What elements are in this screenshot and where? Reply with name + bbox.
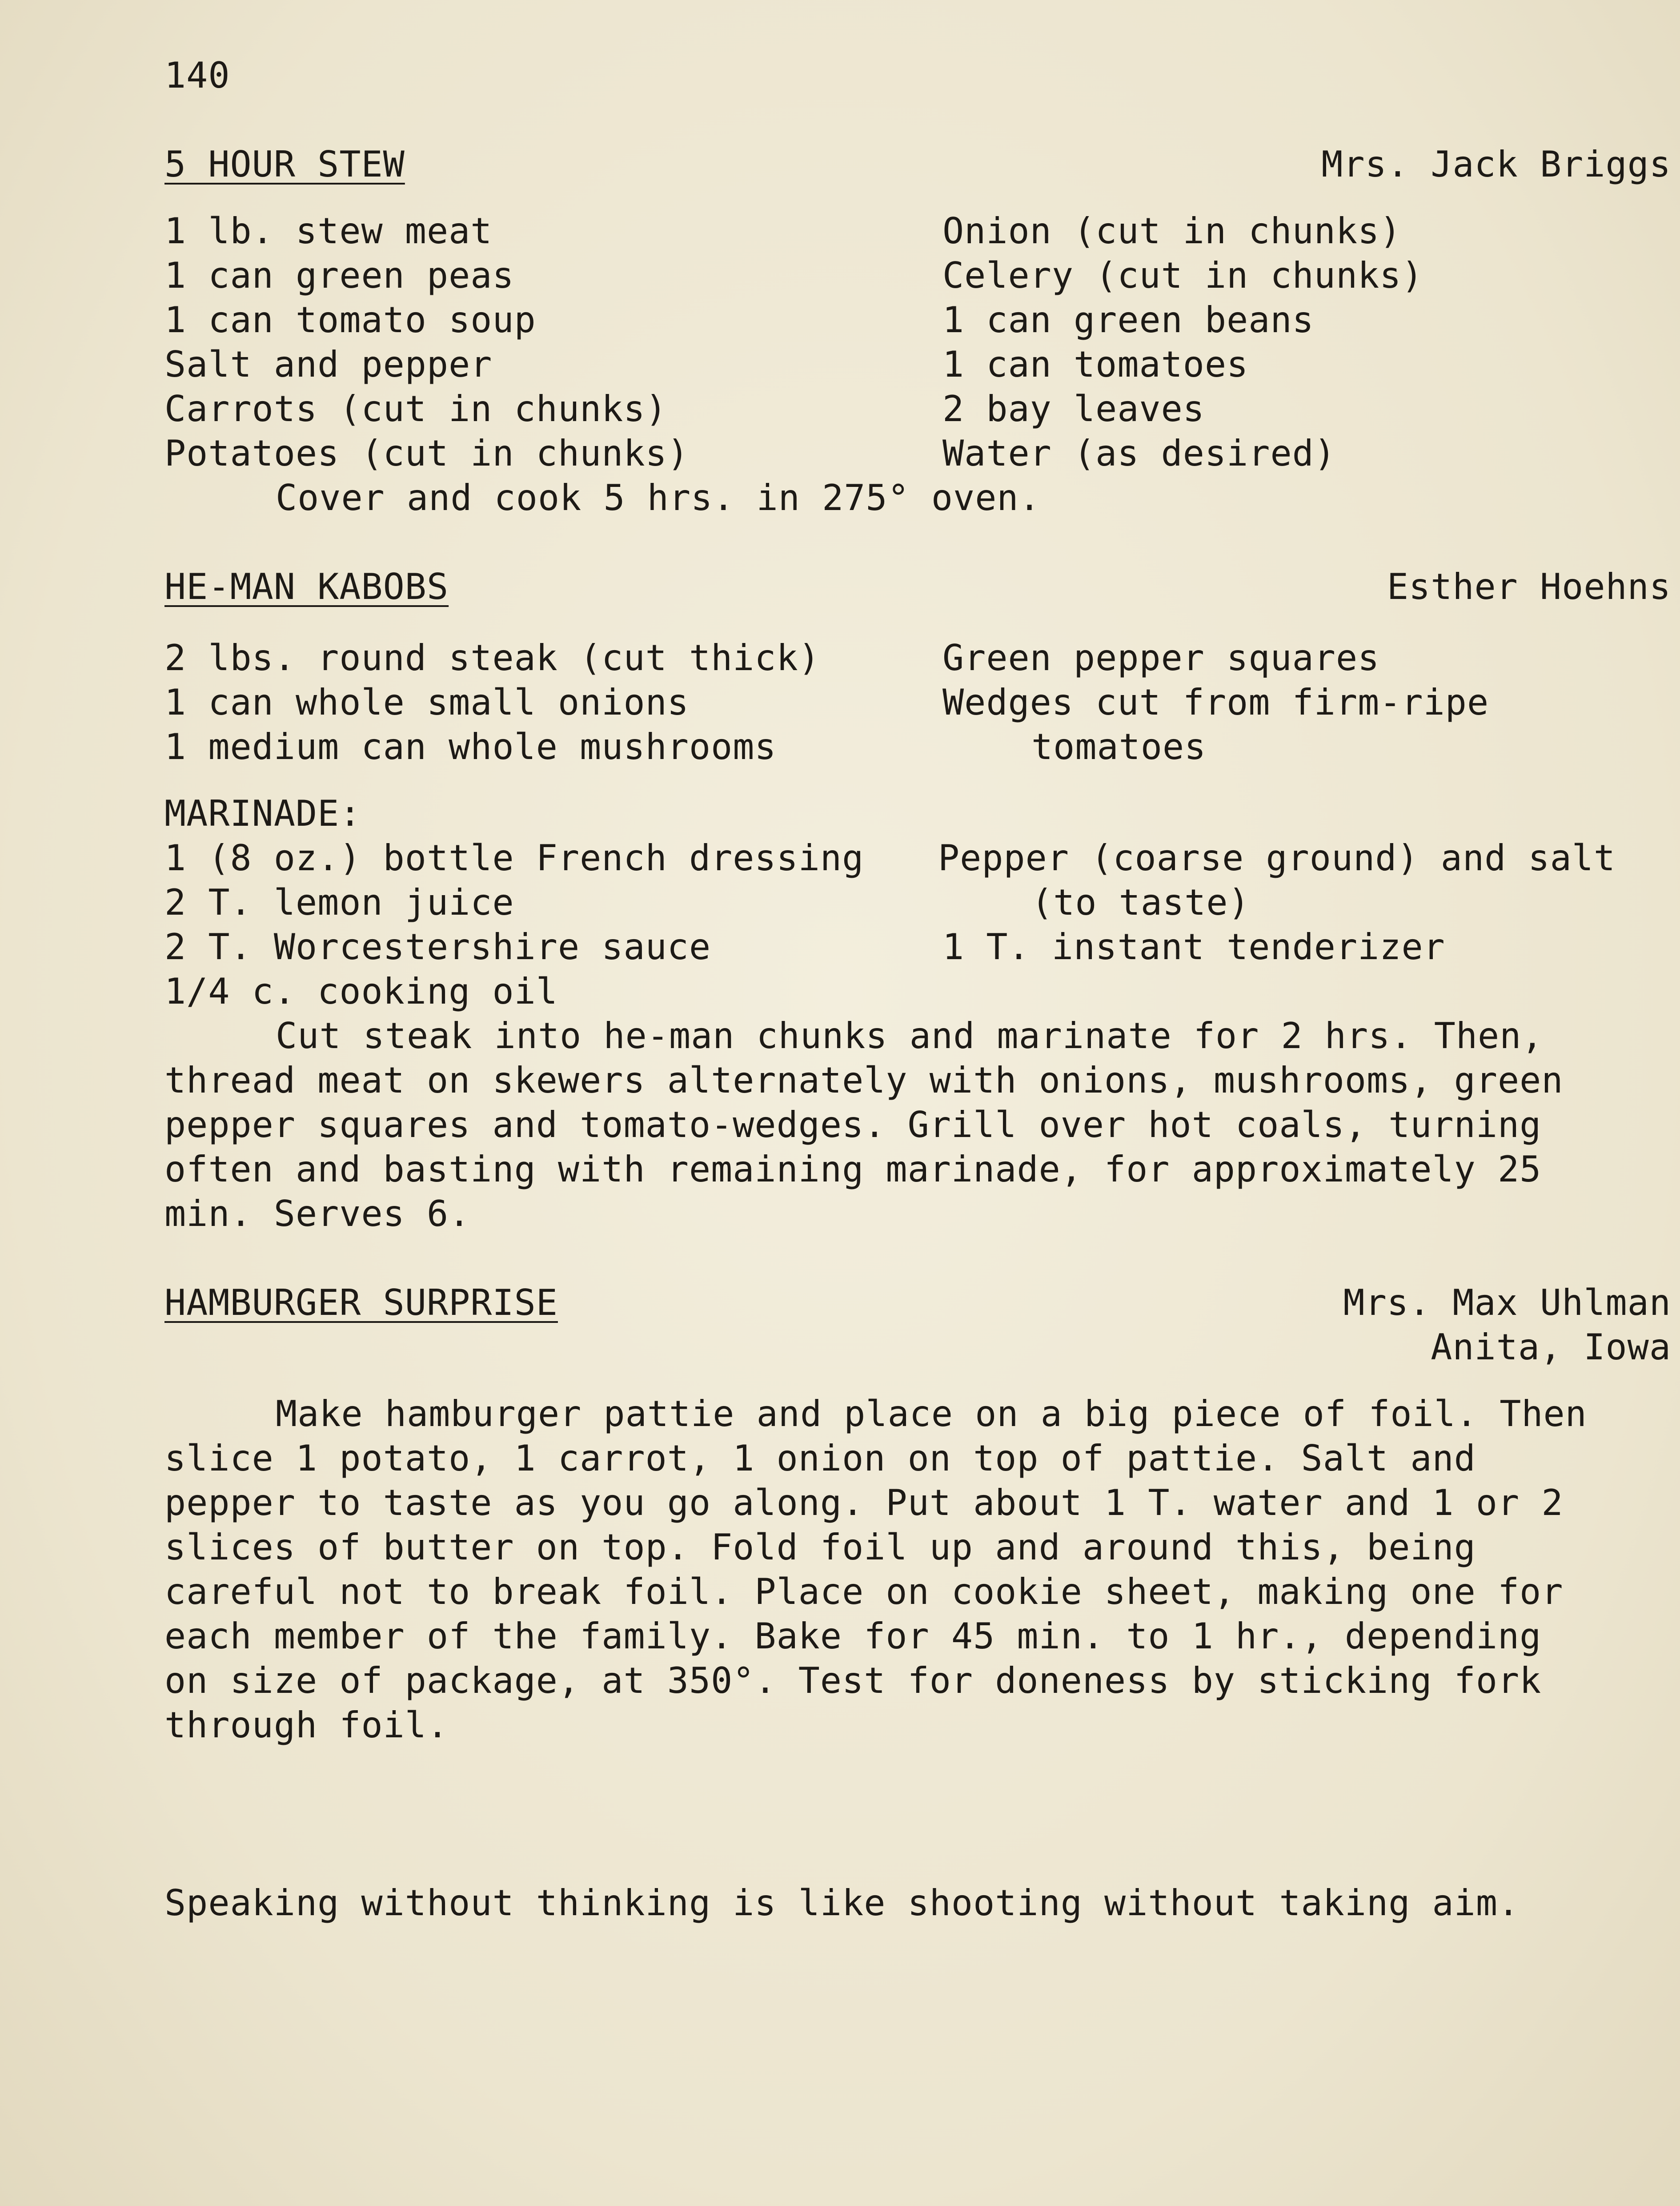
ingredient: 1 lb. stew meat (164, 210, 493, 252)
page-number: 140 (164, 55, 230, 96)
ingredient: tomatoes (1031, 726, 1207, 767)
recipe-title: 5 HOUR STEW (164, 144, 405, 185)
marinade-ingredient: (to taste) (1031, 882, 1250, 923)
ingredient: 1 can tomatoes (942, 344, 1249, 385)
recipe-title: HE-MAN KABOBS (164, 566, 449, 607)
marinade-ingredient: 2 T. lemon juice (164, 882, 514, 923)
recipe-author: Esther Hoehns (1387, 566, 1671, 607)
ingredient: Green pepper squares (942, 637, 1380, 679)
recipe-author-location: Anita, Iowa (1431, 1326, 1671, 1368)
ingredient: 1 can green beans (942, 299, 1314, 341)
recipe-instructions: Cut steak into he-man chunks and marinate for 2 hrs. Then, thread meat on skewers alternately with onions, mushrooms, green pepper squares and tomato-wedges. Grill over hot coals, turning often and basting with remaining marinade, for approximately 25 min. Serves 6. (164, 1015, 1564, 1234)
ingredient: 1 can whole small onions (164, 682, 689, 723)
ingredient: Salt and pepper (164, 344, 493, 385)
ingredient: 1 can green peas (164, 255, 514, 296)
ingredient: Wedges cut from firm-ripe (942, 682, 1489, 723)
recipe-instructions: Make hamburger pattie and place on a big piece of foil. Then slice 1 potato, 1 carrot, 1 onion on top of pattie. Salt and pepper to taste as you go along. Put about 1 T. water and 1 or 2 slices of butter on top. Fold foil up and around this, being careful not to break foil. Place on cookie sheet, making one for each member of the family. Bake for 45 min. to 1 hr., depending on size of package, at 350°. Test for doneness by sticking fork through foil. (164, 1393, 1587, 1746)
ingredient: Water (as desired) (942, 433, 1336, 474)
ingredient: Potatoes (cut in chunks) (164, 433, 689, 474)
ingredient: 1 medium can whole mushrooms (164, 726, 777, 767)
ingredient: Onion (cut in chunks) (942, 210, 1402, 252)
marinade-ingredient: 1/4 c. cooking oil (164, 971, 558, 1012)
marinade-ingredient: Pepper (coarse ground) and salt (938, 837, 1616, 879)
marinade-ingredient: 1 T. instant tenderizer (942, 926, 1445, 968)
marinade-ingredient: 1 (8 oz.) bottle French dressing (164, 837, 864, 879)
closing-quote: Speaking without thinking is like shooting without taking aim. (164, 1882, 1520, 1924)
marinade-ingredient: 2 T. Worcestershire sauce (164, 926, 711, 968)
ingredient: 2 bay leaves (942, 388, 1205, 430)
ingredient: Celery (cut in chunks) (942, 255, 1423, 296)
recipe-title: HAMBURGER SURPRISE (164, 1282, 558, 1323)
recipe-author: Mrs. Max Uhlman (1343, 1282, 1671, 1323)
ingredient: 1 can tomato soup (164, 299, 536, 341)
marinade-label: MARINADE: (164, 793, 361, 834)
ingredient: 2 lbs. round steak (cut thick) (164, 637, 820, 679)
recipe-author: Mrs. Jack Briggs (1321, 144, 1671, 185)
ingredient: Carrots (cut in chunks) (164, 388, 667, 430)
recipe-instructions: Cover and cook 5 hrs. in 275° oven. (276, 477, 1041, 518)
